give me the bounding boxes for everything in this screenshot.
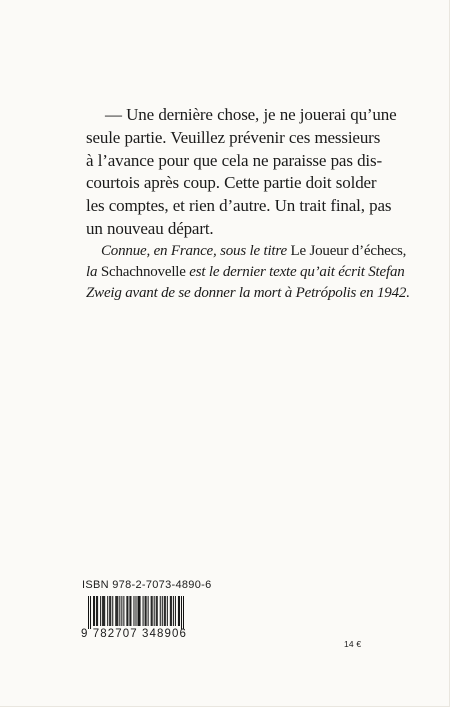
barcode-bar — [143, 596, 144, 626]
barcode-bar — [178, 596, 179, 626]
barcode-bar — [110, 596, 111, 626]
blurb-text: la — [86, 264, 98, 280]
barcode-bar — [175, 596, 176, 626]
barcode-bar — [107, 596, 108, 626]
barcode-bar — [151, 596, 152, 626]
quote-line: les comptes, et rien d’autre. Un trait final, pas — [86, 196, 392, 216]
quote-line: seule partie. Veuillez prévenir ces messieurs — [86, 127, 381, 147]
barcode-bar — [112, 596, 113, 626]
barcode-bar — [117, 596, 118, 626]
barcode-bar — [103, 596, 104, 626]
barcode-bar — [164, 596, 165, 626]
barcode-bar — [160, 596, 161, 626]
quote-line: — Une dernière chose, je ne jouerai qu’une — [105, 105, 397, 124]
barcode-bar — [121, 596, 122, 626]
barcode-bar — [126, 596, 127, 626]
price: 14 € — [344, 639, 362, 649]
barcode-bar — [140, 596, 141, 626]
blurb-line — [86, 241, 407, 262]
blurb-line: Zweig avant de se donner la mort à Petrópolis en 1942. — [86, 285, 410, 301]
barcode-bar — [171, 596, 172, 626]
barcode-bar — [170, 596, 171, 626]
barcode-bar — [96, 596, 97, 626]
original-title: Schachnovelle — [100, 264, 186, 280]
quote-line: à l’avance pour que cela ne paraisse pas dis- — [86, 150, 382, 170]
barcode — [88, 596, 184, 629]
barcode-bar — [162, 596, 163, 626]
barcode-bar — [157, 596, 158, 626]
isbn-label: ISBN 978-2-7073-4890-6 — [82, 579, 212, 591]
barcode-bar — [165, 596, 166, 626]
barcode-bar — [145, 596, 146, 626]
barcode-bar — [127, 596, 128, 626]
barcode-graphic — [88, 596, 184, 629]
barcode-bar — [94, 596, 95, 626]
barcode-bar — [183, 596, 184, 629]
barcode-bar — [100, 596, 101, 626]
quote-line: courtois après coup. Cette partie doit solder — [86, 173, 377, 193]
barcode-bar — [156, 596, 157, 626]
barcode-bar — [97, 596, 98, 626]
barcode-bar — [152, 596, 153, 626]
barcode-bar — [146, 596, 147, 626]
barcode-bar — [148, 596, 149, 626]
book-title: Le Joueur d’échecs, — [290, 243, 407, 259]
barcode-bar — [115, 596, 116, 626]
blurb-line — [86, 262, 405, 283]
barcode-bar — [116, 596, 117, 626]
barcode-bar — [119, 596, 120, 626]
barcode-bar — [135, 596, 136, 626]
barcode-bar — [102, 596, 103, 626]
barcode-bar — [181, 596, 182, 629]
barcode-digits: 9 782707 348906 — [81, 628, 188, 640]
barcode-bar — [109, 596, 110, 626]
barcode-bar — [88, 596, 89, 629]
quote-paragraph — [86, 104, 397, 241]
barcode-bar — [173, 596, 174, 626]
barcode-bar — [104, 596, 105, 626]
barcode-bar — [167, 596, 168, 626]
barcode-bar — [139, 596, 140, 626]
barcode-bar — [154, 596, 155, 626]
barcode-bar — [123, 596, 124, 626]
quote-line: un nouveau départ. — [86, 218, 214, 238]
blurb-text: est le dernier texte qu’ait écrit Stefan — [189, 264, 405, 280]
blurb-paragraph — [86, 241, 410, 304]
blurb-text: Connue, en France, sous le titre — [101, 243, 287, 259]
barcode-bar — [93, 596, 94, 626]
barcode-bar — [179, 596, 180, 626]
barcode-bar — [130, 596, 131, 626]
barcode-bar — [90, 596, 91, 629]
barcode-bar — [133, 596, 134, 626]
barcode-bar — [138, 596, 139, 626]
barcode-bar — [129, 596, 130, 626]
